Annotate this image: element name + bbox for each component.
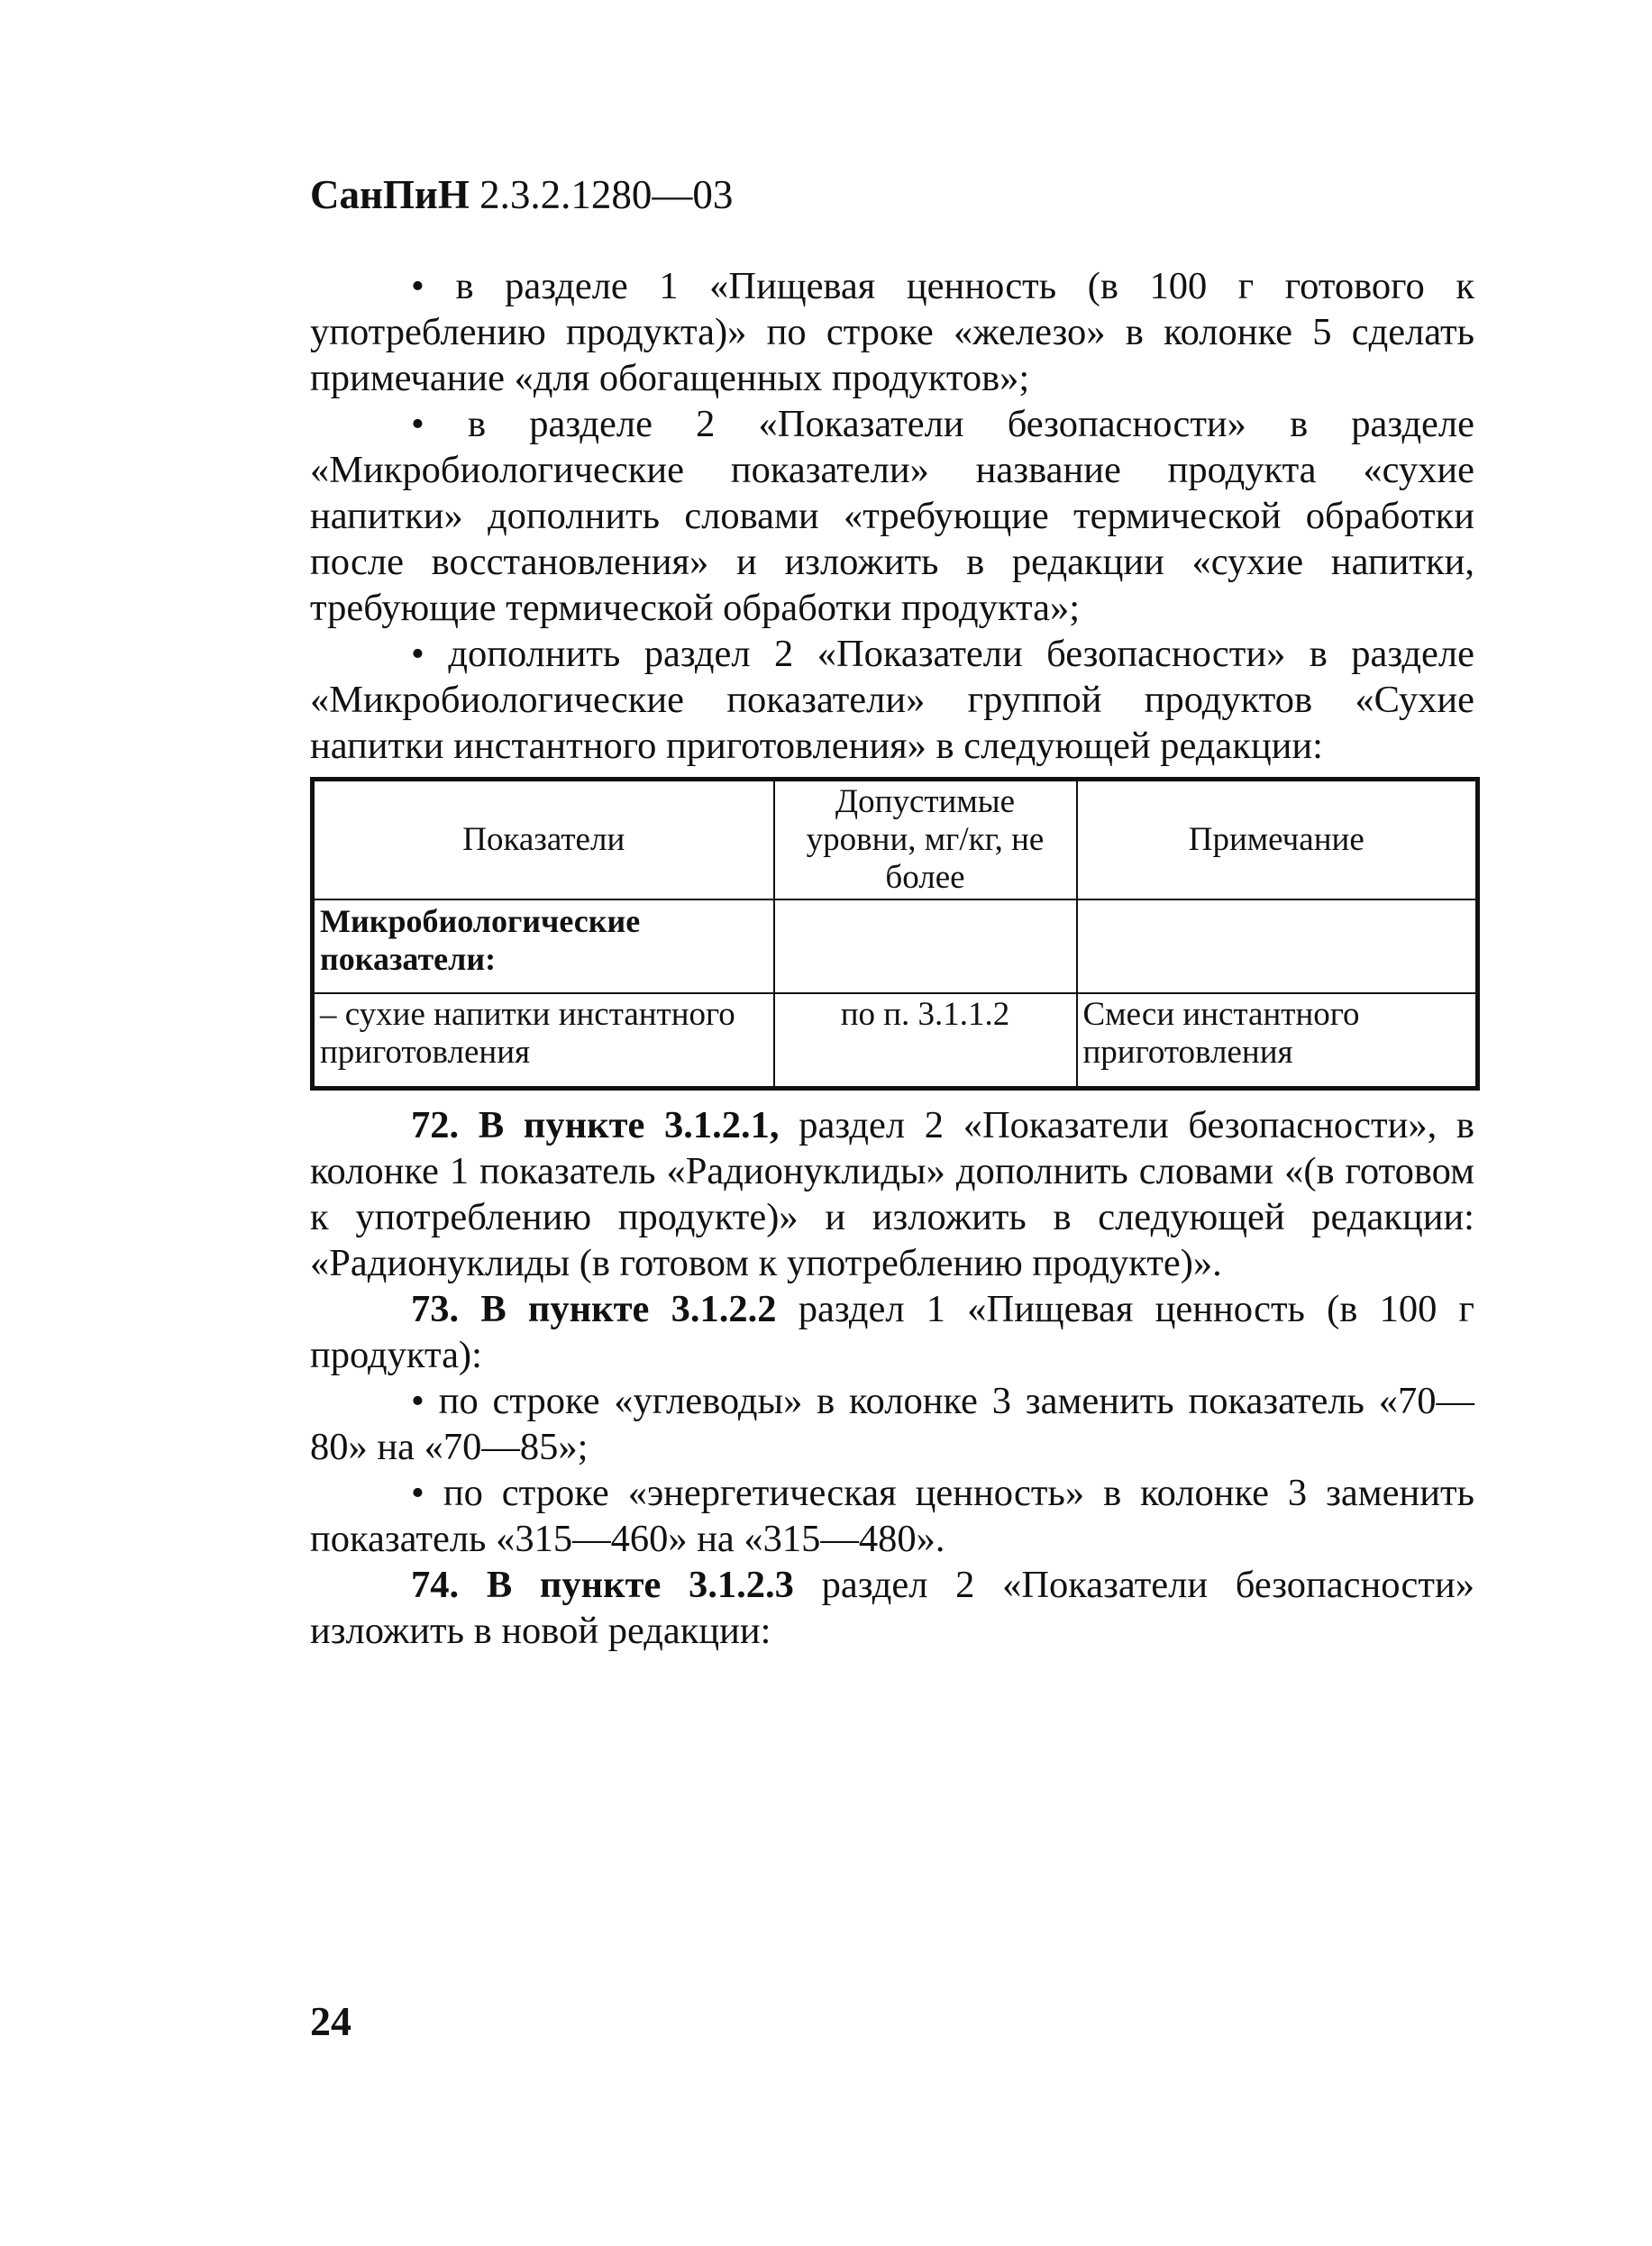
table-header-indicators: Показатели [313,780,774,900]
point-72-heading: 72. В пункте 3.1.2.1, [411,1104,780,1146]
page-number: 24 [310,1998,351,2044]
point-74 [310,1562,1474,1654]
table-header-note: Примечание [1077,780,1478,900]
document-code [310,169,733,220]
bullet-paragraph-instant-drinks: • дополнить раздел 2 «Показатели безопасности» в разделе «Микробиологические показатели» группой продуктов «Сухие напитки инстантного приготовления» в следующей редакции: [310,633,1474,767]
table-row [313,899,1478,993]
point-73 [310,1286,1474,1378]
amendment-points-block [310,1102,1474,1654]
document-code-prefix: СанПиН [310,172,470,217]
point-72 [310,1102,1474,1286]
point-73-heading: 73. В пункте 3.1.2.2 [411,1288,777,1330]
table-header-levels: Допустимые уровни, мг/кг, не более [774,780,1077,900]
bullet-paragraph-iron: • в разделе 1 «Пищевая ценность (в 100 г готового к употреблению продукта)» по строке «железо» в колонке 5 сделать примечание «для обогащенных продуктов»; [310,265,1474,399]
point-74-text: раздел 2 «Показатели безопасности» изложить в новой редакции: [310,1564,1474,1652]
table-cell [1077,899,1478,993]
indicators-table [310,777,1480,1091]
table-cell: по п. 3.1.1.2 [774,993,1077,1089]
document-code-number: 2.3.2.1280—03 [479,172,734,217]
bullet-paragraph-energy-value: • по строке «энергетическая ценность» в колонке 3 заменить показатель «315—460» на «315—480». [310,1472,1474,1560]
point-72-text: раздел 2 «Показатели безопасности», в колонке 1 показатель «Радионуклиды» дополнить словами «(в готовом к употреблению продукте)» и изложить в следующей редакции: «Радионуклиды (в готовом к употреблению продукте)». [310,1104,1474,1284]
table-row [313,993,1478,1089]
point-74-heading: 74. В пункте 3.1.2.3 [411,1564,794,1606]
bullet-paragraph-dry-drinks: • в разделе 2 «Показатели безопасности» в разделе «Микробиологические показатели» название продукта «сухие напитки» дополнить словами «требующие термической обработки после восстановления» и изложить в редакции «сухие напитки, требующие термической обработки продукта»; [310,403,1474,629]
table-cell: Смеси инстантного приготовления [1077,993,1478,1089]
amendment-bullets-block [310,263,1474,769]
table-cell: Микробиологические показатели: [313,899,774,993]
table-cell: – сухие напитки инстантного приготовления [313,993,774,1089]
table-cell [774,899,1077,993]
table-header-row [313,780,1478,900]
bullet-paragraph-carbohydrates: • по строке «углеводы» в колонке 3 заменить показатель «70—80» на «70—85»; [310,1380,1474,1468]
point-73-text: раздел 1 «Пищевая ценность (в 100 г продукта): [310,1288,1474,1376]
